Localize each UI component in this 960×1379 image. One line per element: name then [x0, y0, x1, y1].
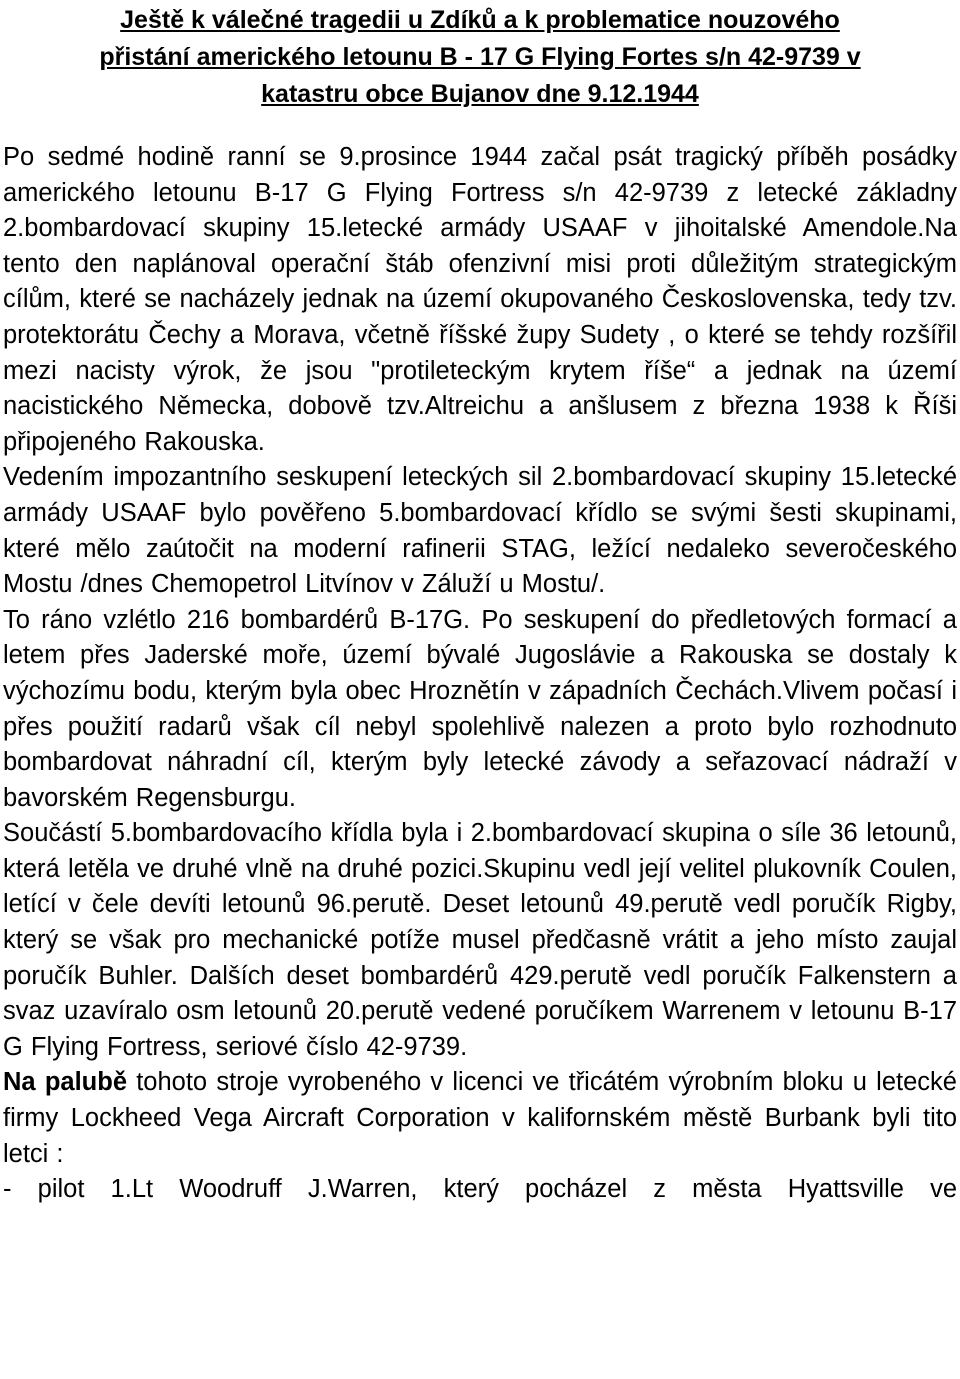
- paragraph-group-composition: Součástí 5.bombardovacího křídla byla i 2.bombardovací skupina o síle 36 letounů, která letěla ve druhé vlně na druhé pozici.Skupinu vedl její velitel plukovník Coulen, letící v čele devíti letounů 96.perutě. Deset letounů 49.perutě vedl poručík Rigby, který se však pro mechanické potíže musel předčasně vrátit a jeho místo zaujal poručík Buhler. Dalších deset bombardérů 429.perutě vedl poručík Falkenstern a svaz uzavíralo osm letounů 20.perutě vedené poručíkem Warrenem v letounu B-17 G Flying Fortress, seriové číslo 42-9739.: [3, 819, 957, 1061]
- title-line-1: Ještě k válečné tragedii u Zdíků a k problematice nouzového: [120, 6, 840, 34]
- crew-list-item-pilot: - pilot 1.Lt Woodruff J.Warren, který pocházel z města Hyattsville ve: [3, 1175, 957, 1204]
- document-title: [3, 0, 957, 113]
- title-line-2: přistání amerického letounu B - 17 G Flying Fortes s/n 42-9739 v: [99, 43, 861, 71]
- paragraph-flight-route: To ráno vzlétlo 216 bombardérů B-17G. Po seskupení do předletových formací a letem přes Jaderské moře, území bývalé Jugoslávie a Rakouska se dostaly k výchozímu bodu, kterým byla obec Hroznětín v západních Čechách.Vlivem počasí i přes použití radarů však cíl nebyl spolehlivě nalezen a proto bylo rozhodnuto bombardovat náhradní cíl, kterým byly letecké závody a seřazovací nádraží v bavorském Regensburgu.: [3, 605, 957, 812]
- title-line-3: katastru obce Bujanov dne 9.12.1944: [261, 80, 699, 108]
- paragraph-crew-intro-text: tohoto stroje vyrobeného v licenci ve třicátém výrobním bloku u letecké firmy Lockheed Vega Aircraft Corporation v kalifornském městě Burbank byli tito letci :: [3, 1068, 957, 1168]
- paragraph-crew-intro-bold: Na palubě: [3, 1068, 127, 1097]
- paragraph-bomb-wing: Vedením impozantního seskupení leteckých sil 2.bombardovací skupiny 15.letecké armády USAAF bylo pověřeno 5.bombardovací křídlo se svými šesti skupinami, které mělo zaútočit na moderní rafinerii STAG, ležící nedaleko severočeského Mostu /dnes Chemopetrol Litvínov v Záluží u Mostu/.: [3, 463, 957, 599]
- paragraph-crew-intro: [3, 1065, 957, 1172]
- paragraph-mission-intro: Po sedmé hodině ranní se 9.prosince 1944 začal psát tragický příběh posádky amerického letounu B-17 G Flying Fortress s/n 42-9739 z letecké základny 2.bombardovací skupiny 15.letecké armády USAAF v jihoitalské Amendole.Na tento den naplánoval operační štáb ofenzivní misi proti důležitým strategickým cílům, které se nacházely jednak na území okupovaného Československa, tedy tzv. protektorátu Čechy a Morava, včetně říšské župy Sudety , o které se tehdy rozšířil mezi nacisty výrok, že jsou "protileteckým krytem říše“ a jednak na území nacistického Německa, dobově tzv.Altreichu a anšlusem z března 1938 k Říši připojeného Rakouska.: [3, 143, 957, 456]
- document-page: [3, 0, 957, 1208]
